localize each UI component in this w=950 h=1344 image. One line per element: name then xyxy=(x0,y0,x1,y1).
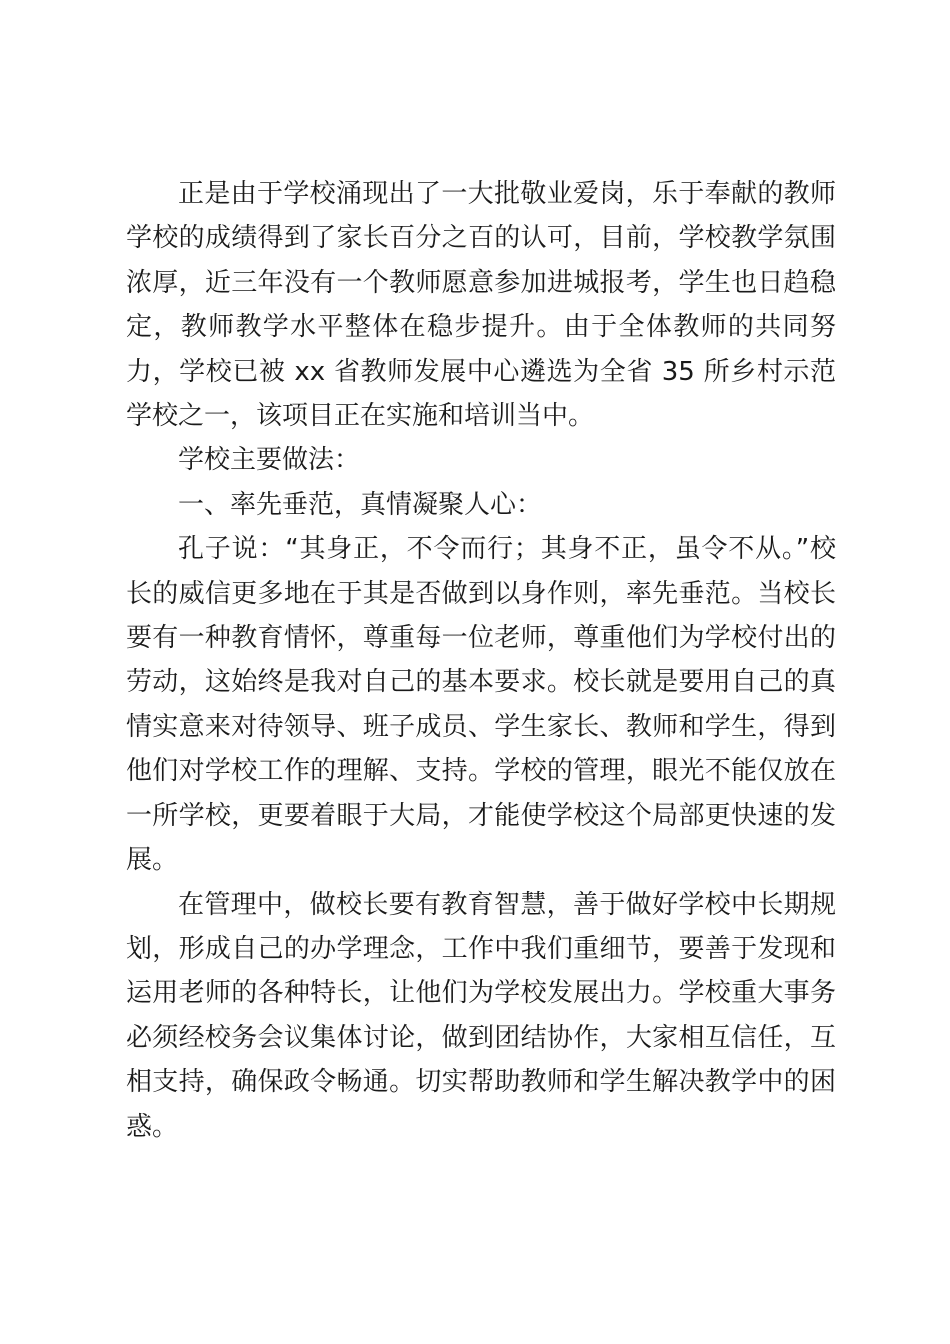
section-heading: 一、率先垂范，真情凝聚人心： xyxy=(178,489,543,520)
body-paragraph: 孔子说：“其身正，不令而行；其身不正，虽令不从。”校长的威信更多地在于其是否做到以身作则，率先垂范。当校长要有一种教育情怀，尊重每一位老师，尊重他们为学校付出的劳动，这始终是我对自己的基本要求。校长就是要用自己的真情实意来对待领导、班子成员、学生家长、教师和学生，得到他们对学校工作的理解、支持。学校的管理，眼光不能仅放在一所学校，更要着眼于大局，才能使学校这个局部更快速的发展。 xyxy=(126,534,836,876)
section-label: 学校主要做法： xyxy=(178,445,361,476)
body-paragraph: 在管理中，做校长要有教育智慧，善于做好学校中长期规划，形成自己的办学理念，工作中我们重细节，要善于发现和运用老师的各种特长，让他们为学校发展出力。学校重大事务必须经校务会议集体讨论，做到团结协作，大家相互信任，互相支持，确保政令畅通。切实帮助教师和学生解决教学中的困惑。 xyxy=(126,889,836,1142)
document-body xyxy=(126,172,836,1149)
body-paragraph: 正是由于学校涌现出了一大批敬业爱岗，乐于奉献的教师学校的成绩得到了家长百分之百的认可，目前，学校教学氛围浓厚，近三年没有一个教师愿意参加进城报考，学生也日趋稳定，教师教学水平整体在稳步提升。由于全体教师的共同努力，学校已被 xx 省教师发展中心遴选为全省 35 所乡村示范学校之一，该项目正在实施和培训当中。 xyxy=(126,179,836,432)
